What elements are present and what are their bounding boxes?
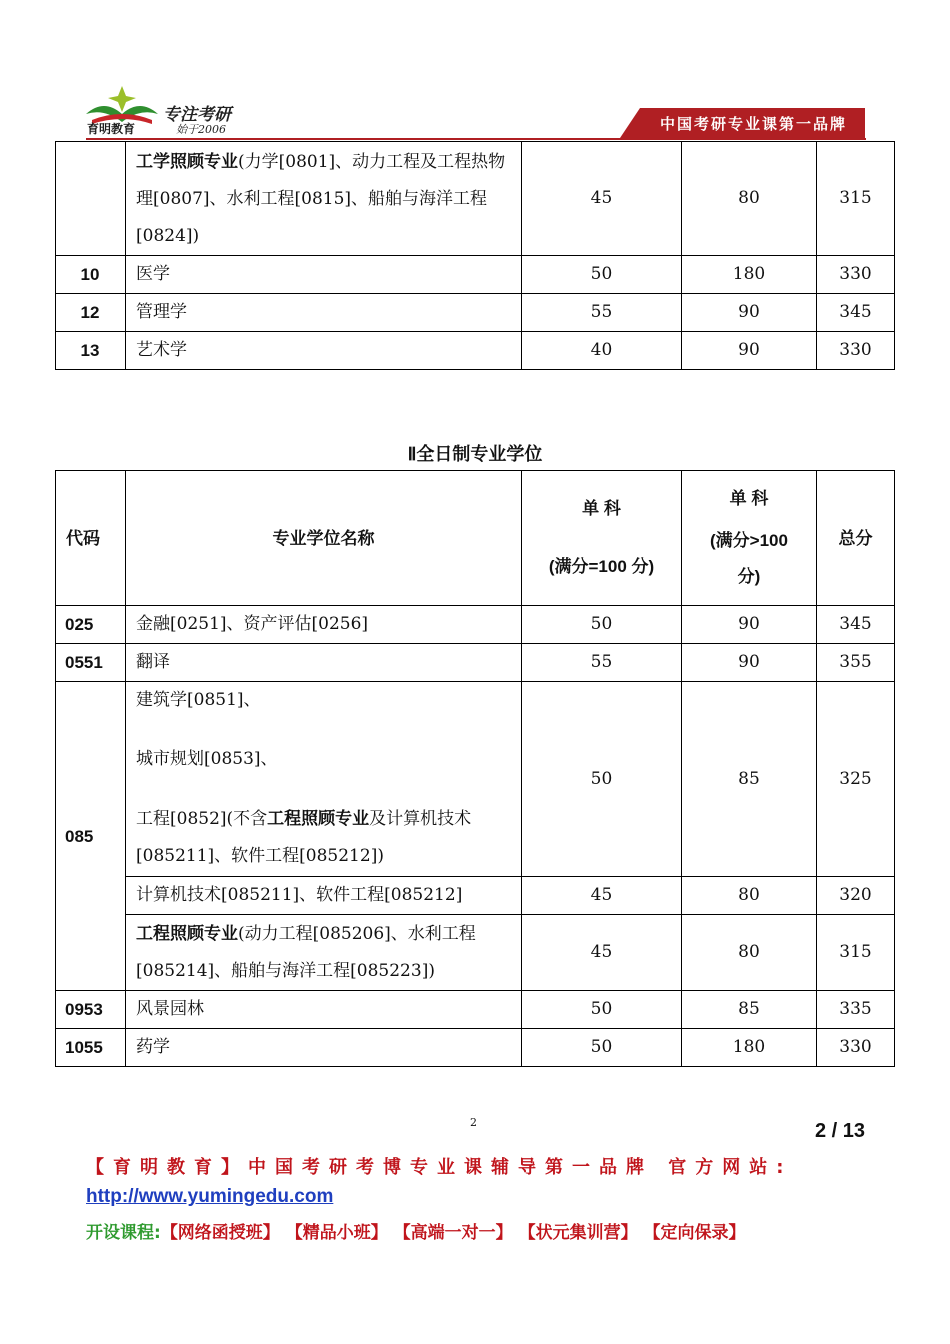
- logo-text: 育明教育: [87, 122, 136, 136]
- major-name: 工学照顾专业(力学[0801]、动力工程及工程热物理[0807]、水利工程[0815]、船舶与海洋工程[0824]): [126, 142, 522, 256]
- section-title: Ⅱ全日制专业学位: [407, 444, 543, 464]
- table-row: 025 金融[0251]、资产评估[0256] 50 90 345: [56, 606, 895, 644]
- footer-brand-line: 【育明教育】中国考研考博专业课辅导第一品牌 官方网站:: [86, 1157, 793, 1178]
- page-number: 2: [470, 1116, 477, 1129]
- professional-degree-table: [55, 470, 895, 1067]
- page-header: [0, 0, 950, 145]
- table-header-row: [56, 471, 895, 606]
- table-row: 0953 风景园林 50 85 335: [56, 991, 895, 1029]
- major-name: 工程照顾专业(动力工程[085206]、水利工程[085214]、船舶与海洋工程[085223]): [126, 915, 522, 991]
- table-row: 10 医学 50 180 330: [56, 256, 895, 294]
- table-row: 工程照顾专业(动力工程[085206]、水利工程[085214]、船舶与海洋工程[085223]) 45 80 315: [56, 915, 895, 991]
- header-name: 专业学位名称: [126, 471, 522, 606]
- table-row: 12 管理学 55 90 345: [56, 294, 895, 332]
- table-row: 计算机技术[085211]、软件工程[085212] 45 80 320: [56, 877, 895, 915]
- header-code: 代码: [56, 471, 126, 606]
- website-link[interactable]: http://www.yumingedu.com: [86, 1186, 334, 1207]
- banner-text: 中国考研专业课第一品牌: [660, 115, 848, 133]
- page-count: 2 / 13: [814, 1120, 865, 1142]
- header-total: 总分: [817, 471, 895, 606]
- table-row: 13 艺术学 40 90 330: [56, 332, 895, 370]
- header-single-over-100: 单 科 (满分>100 分): [682, 471, 817, 606]
- academic-degree-table: [55, 141, 895, 370]
- table-row: 工学照顾专业(力学[0801]、动力工程及工程热物理[0807]、水利工程[0815]、船舶与海洋工程[0824]) 45 80 315: [56, 142, 895, 256]
- slogan: 专注考研: [163, 105, 231, 125]
- footer-courses: 开设课程:【网络函授班】 【精品小班】 【高端一对一】 【状元集训营】 【定向保录】: [86, 1223, 746, 1243]
- major-name: 建筑学[0851]、 城市规划[0853]、 工程[0852](不含工程照顾专业及计算机技术 [085211]、软件工程[085212]): [126, 682, 522, 877]
- table-row: 085 建筑学[0851]、 城市规划[0853]、 工程[0852](不含工程照顾专业及计算机技术 [085211]、软件工程[085212]) 50 85 325: [56, 682, 895, 877]
- header-rule: [86, 138, 866, 140]
- table-row: 0551 翻译 55 90 355: [56, 644, 895, 682]
- table-row: 1055 药学 50 180 330: [56, 1029, 895, 1067]
- header-single-100: 单 科 (满分=100 分): [522, 471, 682, 606]
- since-text: 始于2006: [176, 123, 226, 136]
